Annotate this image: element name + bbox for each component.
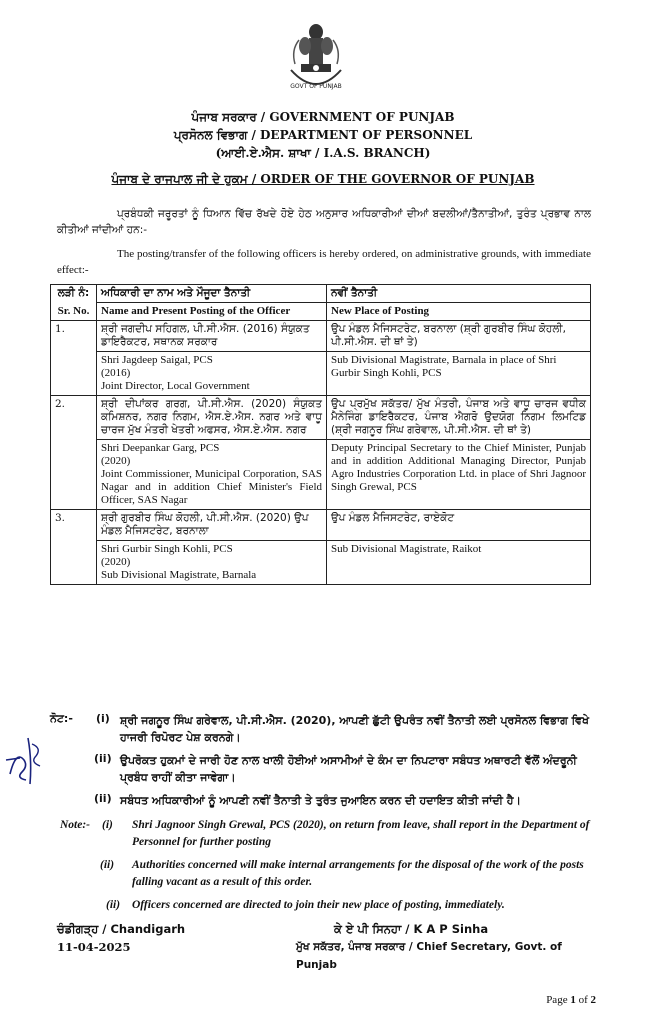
note-en-1: [50, 817, 595, 851]
officer-en-post: Sub Divisional Magistrate, Barnala: [101, 569, 257, 581]
note-num: (ii): [100, 859, 115, 871]
note-num: (i): [102, 819, 113, 831]
posting-en: Sub Divisional Magistrate, Raikot: [327, 541, 591, 585]
posting-en: Sub Divisional Magistrate, Barnala in place of Shri Gurbir Singh Kohli, PCS: [327, 352, 591, 396]
page-total: 2: [590, 994, 596, 1006]
officer-en: [97, 352, 327, 396]
table-header-row-pb: [51, 285, 591, 303]
row-sr: 3.: [51, 510, 97, 585]
note-num: (ii): [106, 899, 121, 911]
note-num: (ii): [94, 792, 112, 805]
posting-pb: ਉਪ ਪ੍ਰਮੁੱਖ ਸਕੱਤਰ/ ਮੁੱਖ ਮੰਤਰੀ, ਪੰਜਾਬ ਅਤੇ ਵਾਧੂ ਚਾਰਜ ਵਧੀਕ ਮੈਨੇਜਿੰਗ ਡਾਇਰੈਕਟਰ, ਪੰਜਾਬ ਐਗਰੋ ਉਦਯੋਗ ਨਿਗਮ ਲਿਮਟਿਡ (ਸ਼੍ਰੀ ਜਗਨੂਰ ਸਿੰਘ ਗਰੇਵਾਲ, ਪੀ.ਸੀ.ਐਸ. ਦੀ ਥਾਂ ਤੇ): [327, 396, 591, 440]
header-sr-pb: ਲੜੀ ਨੰ:: [51, 285, 97, 303]
note-num: (i): [96, 712, 110, 725]
government-emblem-icon: [285, 20, 347, 98]
footer-place-date: [57, 920, 185, 956]
note-label-en: Note:-: [60, 819, 91, 831]
footer-date: 11-04-2025: [57, 940, 131, 954]
page-of: of: [578, 994, 588, 1006]
table-header-row-en: [51, 303, 591, 321]
table-row: [51, 440, 591, 510]
footer-place: ਚੰਡੀਗੜ੍ਹ / Chandigarh: [57, 922, 186, 936]
table-row: [51, 396, 591, 440]
officer-pb: ਸ਼੍ਰੀ ਦੀਪਾਂਕਰ ਗਰਗ, ਪੀ.ਸੀ.ਐਸ. (2020) ਸੰਯੁਕਤ ਕਮਿਸ਼ਨਰ, ਨਗਰ ਨਿਗਮ, ਐਸ.ਏ.ਐਸ. ਨਗਰ ਅਤੇ ਵਾਧੂ ਚਾਰਜ ਮੁੱਖ ਮੰਤਰੀ ਖੇਤਰੀ ਅਫਸਰ, ਐਸ.ਏ.ਐਸ. ਨਗਰ: [97, 396, 327, 440]
posting-pb: ਉਪ ਮੰਡਲ ਮੈਜਿਸਟਰੇਟ, ਰਾਏਕੋਟ: [327, 510, 591, 541]
handwritten-initials-icon: [2, 730, 50, 790]
table-row: [51, 541, 591, 585]
signatory-name: ਕੇ ਏ ਪੀ ਸਿਨਹਾ / K A P Sinha: [334, 922, 489, 936]
signatory-title: ਮੁੱਖ ਸਕੱਤਰ, ਪੰਜਾਬ ਸਰਕਾਰ / Chief Secretary, Govt. of Punjab: [296, 941, 562, 971]
intro-punjabi: ਪ੍ਰਬੰਧਕੀ ਜਰੂਰਤਾਂ ਨੂੰ ਧਿਆਨ ਵਿੱਚ ਰੱਖਦੇ ਹੋਏ ਹੇਠ ਅਨੁਸਾਰ ਅਧਿਕਾਰੀਆਂ ਦੀਆਂ ਬਦਲੀਆਂ/ਤੈਨਾਤੀਆਂ, ਤੁਰੰਤ ਪ੍ਰਭਾਵ ਨਾਲ ਕੀਤੀਆਂ ਜਾਂਦੀਆਂ ਹਨ:-: [57, 208, 591, 236]
officer-pb: ਸ਼੍ਰੀ ਗੁਰਬੀਰ ਸਿੰਘ ਕੋਹਲੀ, ਪੀ.ਸੀ.ਐਸ. (2020) ਉਪ ਮੰਡਲ ਮੈਜਿਸਟਰੇਟ, ਬਰਨਾਲਾ: [97, 510, 327, 541]
officer-en-name: Shri Gurbir Singh Kohli, PCS: [101, 543, 233, 555]
note-pb-3: [50, 792, 595, 809]
officer-en-batch: (2020): [101, 455, 131, 467]
note-num: (ii): [94, 752, 112, 765]
header-sr-en: Sr. No.: [51, 303, 97, 321]
officer-en-name: Shri Jagdeep Saigal, PCS: [101, 354, 213, 366]
posting-en: Deputy Principal Secretary to the Chief Minister, Punjab and in addition Additional Managing Director, Punjab Agro Industries Corporation Ltd. in place of Shri Jagnoor Singh Grewal, PCS: [327, 440, 591, 510]
note-en-2: [50, 857, 595, 891]
posting-table: [50, 284, 591, 585]
note-text: Officers concerned are directed to join their new place of posting, immediately.: [132, 899, 505, 911]
order-title: ਪੰਜਾਬ ਦੇ ਰਾਜਪਾਲ ਜੀ ਦੇ ਹੁਕਮ / ORDER OF THE GOVERNOR OF PUNJAB: [111, 172, 535, 186]
note-text: Shri Jagnoor Singh Grewal, PCS (2020), on return from leave, shall report in the Department of Personnel for further posting: [132, 819, 590, 848]
note-label-pb: ਨੋਟ:-: [50, 712, 73, 725]
posting-pb: ਉਪ ਮੰਡਲ ਮੈਜਿਸਟਰੇਟ, ਬਰਨਾਲਾ (ਸ਼੍ਰੀ ਗੁਰਬੀਰ ਸਿੰਘ ਕੋਹਲੀ, ਪੀ.ਸੀ.ਐਸ. ਦੀ ਥਾਂ ਤੇ): [327, 321, 591, 352]
table-row: [51, 352, 591, 396]
officer-en-name: Shri Deepankar Garg, PCS: [101, 442, 220, 454]
row-sr: 1.: [51, 321, 97, 396]
notes-section: [50, 712, 595, 920]
table-row: [51, 510, 591, 541]
page-label: Page: [546, 994, 568, 1006]
officer-en: [97, 541, 327, 585]
note-pb-2: [50, 752, 595, 786]
note-text: Authorities concerned will make internal arrangements for the disposal of the work of the posts falling vacant as a result of this order.: [132, 859, 584, 888]
note-en-3: [50, 897, 595, 914]
header-posting-en: New Place of Posting: [327, 303, 591, 321]
note-text: ਸਬੰਧਤ ਅਧਿਕਾਰੀਆਂ ਨੂੰ ਆਪਣੀ ਨਵੀਂ ਤੈਨਾਤੀ ਤੇ ਤੁਰੰਤ ਜੁਆਇਨ ਕਰਨ ਦੀ ਹਦਾਇਤ ਕੀਤੀ ਜਾਂਦੀ ਹੈ।: [120, 794, 521, 807]
page-number: [546, 994, 596, 1006]
header-officer-pb: ਅਧਿਕਾਰੀ ਦਾ ਨਾਮ ਅਤੇ ਮੌਜੂਦਾ ਤੈਨਾਤੀ: [97, 285, 327, 303]
note-pb-1: [50, 712, 595, 746]
officer-en-batch: (2020): [101, 556, 131, 568]
emblem-label: GOVT OF PUNJAB: [290, 83, 342, 90]
intro-english: The posting/transfer of the following officers is hereby ordered, on administrative grounds, with immediate effect:-: [57, 248, 591, 276]
officer-en-batch: (2016): [101, 367, 131, 379]
officer-en: [97, 440, 327, 510]
officer-en-post: Joint Commissioner, Municipal Corporation, SAS Nagar and in addition Chief Minister's Field Officer, SAS Nagar: [101, 468, 322, 506]
header-department: ਪ੍ਰਸੋਨਲ ਵਿਭਾਗ / DEPARTMENT OF PERSONNEL: [173, 128, 473, 142]
officer-en-post: Joint Director, Local Government: [101, 380, 250, 392]
note-text: ਸ਼੍ਰੀ ਜਗਨੂਰ ਸਿੰਘ ਗਰੇਵਾਲ, ਪੀ.ਸੀ.ਐਸ. (2020), ਆਪਣੀ ਛੁੱਟੀ ਉਪਰੰਤ ਨਵੀਂ ਤੈਨਾਤੀ ਲਈ ਪ੍ਰਸੋਨਲ ਵਿਭਾਗ ਵਿਖੇ ਹਾਜਰੀ ਰਿਪੋਰਟ ਪੇਸ਼ ਕਰਨਗੇ।: [120, 714, 590, 744]
note-text: ਉਪਰੋਕਤ ਹੁਕਮਾਂ ਦੇ ਜਾਰੀ ਹੋਣ ਨਾਲ ਖਾਲੀ ਹੋਈਆਂ ਅਸਾਮੀਆਂ ਦੇ ਕੰਮ ਦਾ ਨਿਪਟਾਰਾ ਸਬੰਧਤ ਅਥਾਰਟੀ ਵੱਲੋਂ ਅੰਦਰੂਨੀ ਪ੍ਰਬੰਧ ਰਾਹੀਂ ਕੀਤਾ ਜਾਵੇਗਾ।: [120, 754, 577, 784]
footer-signatory: [296, 920, 596, 974]
row-sr: 2.: [51, 396, 97, 510]
page-current: 1: [570, 994, 576, 1006]
header-officer-en: Name and Present Posting of the Officer: [97, 303, 327, 321]
table-row: [51, 321, 591, 352]
header-branch: (ਆਈ.ਏ.ਐਸ. ਸ਼ਾਖਾ / I.A.S. BRANCH): [215, 146, 431, 160]
officer-pb: ਸ਼੍ਰੀ ਜਗਦੀਪ ਸਹਿਗਲ, ਪੀ.ਸੀ.ਐਸ. (2016) ਸੰਯੁਕਤ ਡਾਇਰੈਕਟਰ, ਸਥਾਨਕ ਸਰਕਾਰ: [97, 321, 327, 352]
header-posting-pb: ਨਵੀਂ ਤੈਨਾਤੀ: [327, 285, 591, 303]
header-government: ਪੰਜਾਬ ਸਰਕਾਰ / GOVERNMENT OF PUNJAB: [191, 110, 455, 124]
